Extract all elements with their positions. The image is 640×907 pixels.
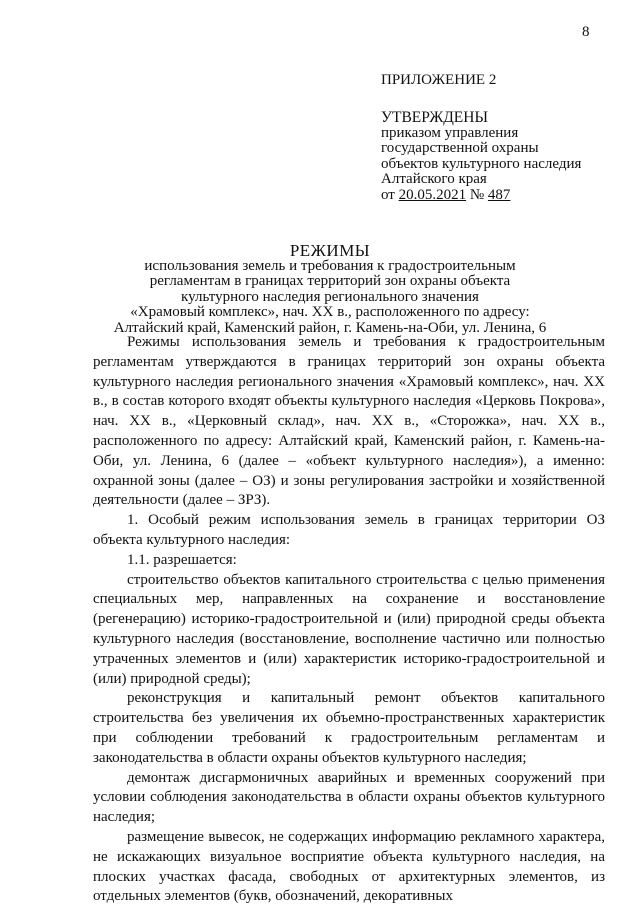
order-date: 20.05.2021 <box>398 186 467 203</box>
permitted-item: реконструкция и капитальный ремонт объектов капитального строительства без увеличения их объемно-пространственных характеристик при соблюдении требований к градостроительным регламентам и законодательства в области охраны объектов культурного наследия; <box>93 690 605 766</box>
approval-line: приказом управления <box>381 124 519 141</box>
title-line: регламентам в границах территорий зон охраны объекта <box>149 273 511 290</box>
subsection-heading: 1.1. разрешается: <box>127 551 237 568</box>
approval-date-line <box>381 188 581 204</box>
appendix-label: ПРИЛОЖЕНИЕ 2 <box>381 72 497 88</box>
approval-line: объектов культурного наследия <box>381 155 582 172</box>
permitted-item: демонтаж дисгармоничных аварийных и временных сооружений при условии соблюдения законодательства в области охраны объектов культурного наследия; <box>93 769 605 826</box>
order-number: 487 <box>487 186 511 203</box>
permitted-item: размещение вывесок, не содержащих информацию рекламного характера, не искажающих визуальное восприятие объекта культурного наследия, на плоских участках фасада, свободных от архитектурных элементов, из отдельных элементов (букв, обозначений, декоративных <box>93 828 605 905</box>
title-line: использования земель и требования к градостроительным <box>144 257 516 274</box>
document-body <box>93 333 605 907</box>
title-heading: РЕЖИМЫ <box>289 241 371 260</box>
title-line: культурного наследия регионального значения <box>181 288 479 305</box>
number-sign: № <box>469 186 485 203</box>
document-title <box>100 243 560 337</box>
title-line: «Храмовый комплекс», нач. XX в., расположенного по адресу: <box>130 304 530 321</box>
from-prefix: от <box>381 186 395 203</box>
approval-line: Алтайского края <box>381 171 487 187</box>
title-line: Алтайский край, Каменский район, г. Камень-на-Оби, ул. Ленина, 6 <box>113 319 547 336</box>
page-number: 8 <box>582 24 590 40</box>
section-heading: 1. Особый режим использования земель в границах территории ОЗ объекта культурного наследия: <box>93 512 605 548</box>
approval-line: государственной охраны <box>381 140 539 156</box>
approval-block <box>381 110 581 203</box>
approved-word: УТВЕРЖДЕНЫ <box>381 109 488 126</box>
intro-paragraph: Режимы использования земель и требования к градостроительным регламентам утверждаются в границах территорий зон охраны объекта культурного наследия регионального значения «Храмовый комплекс», нач. XX в., в состав которого входят объекты культурного наследия «Церковь Покрова», нач. XX в., «Церковный склад», нач. XX в., «Сторожка», нач. XX в., расположенного по адресу: Алтайский край, Каменский район, г. Камень-на-Оби, ул. Ленина, 6 (далее – «объект культурного наследия»), а именно: охранной зоны (далее – ОЗ) и зоны регулирования застройки и хозяйственной деятельности (далее – ЗРЗ). <box>93 334 605 509</box>
permitted-item: строительство объектов капитального строительства с целью применения специальных мер, направленных на сохранение и восстановление (регенерацию) историко-градостроительной и (или) природной среды объекта культурного наследия (восстановление, восполнение частично или полностью утраченных элементов и (или) характеристик историко-градостроительной и (или) природной среды); <box>93 571 605 687</box>
